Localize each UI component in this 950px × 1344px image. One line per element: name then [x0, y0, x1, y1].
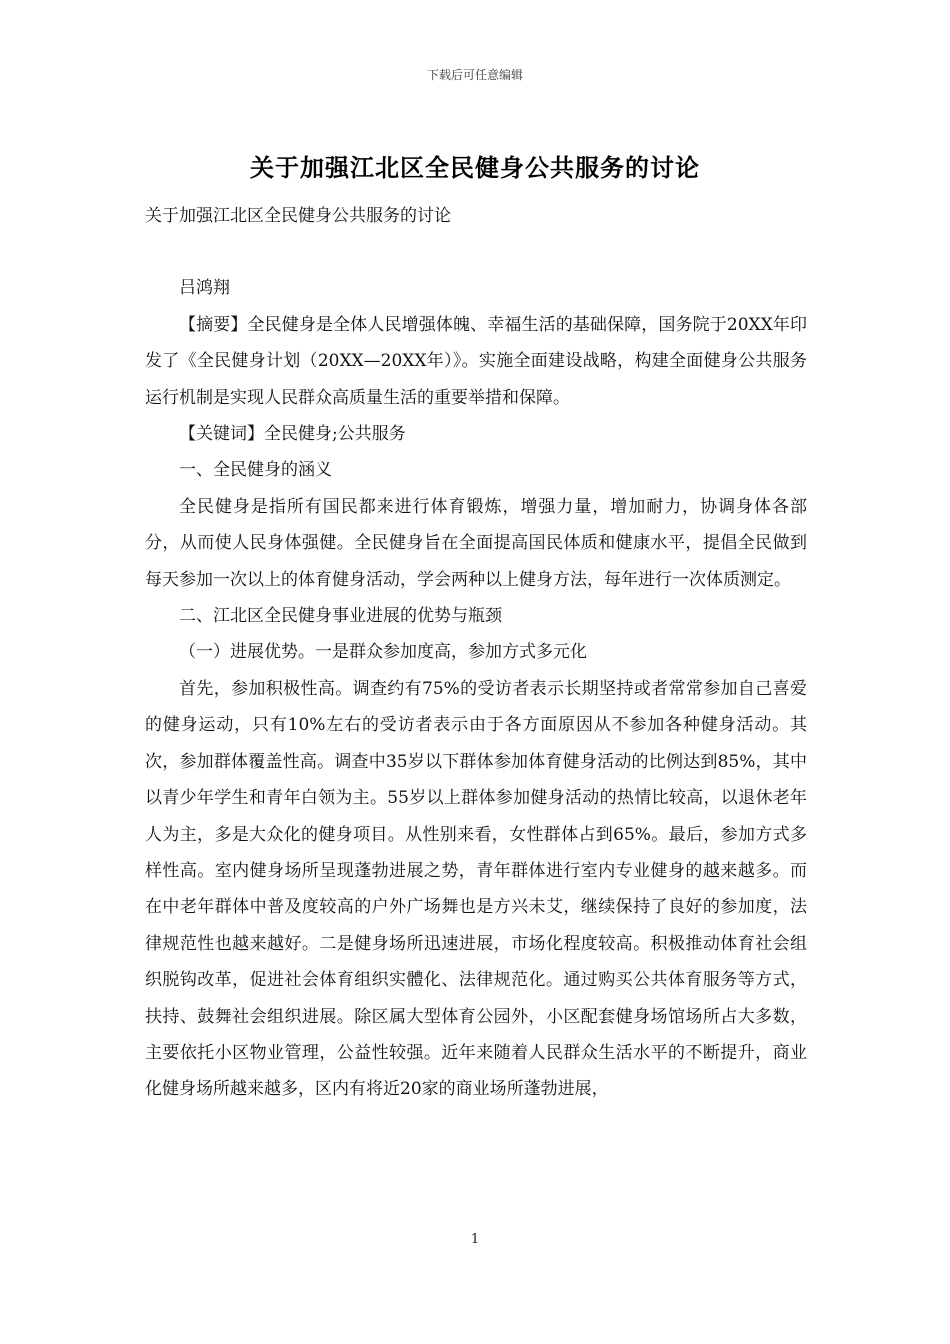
author-name: 吕鸿翔 [179, 278, 230, 299]
document-title: 关于加强江北区全民健身公共服务的讨论 [250, 153, 700, 182]
abstract-paragraph: 【摘要】全民健身是全体人民增强体魄、幸福生活的基础保障，国务院于20XX年印发了《全民健身计划（20XX—20XX年）》。实施全面建设战略，构建全面健身公共服务运行机制是实现人民群众高质量生活的重要举措和保障。 [145, 314, 807, 408]
document-subtitle: 关于加强江北区全民健身公共服务的讨论 [145, 206, 451, 226]
section-heading: 二、江北区全民健身事业进展的优势与瓶颈 [179, 606, 502, 627]
body-paragraph: 首先，参加积极性高。调查约有75%的受访者表示长期坚持或者常常参加自己喜爱的健身运动，只有10%左右的受访者表示由于各方面原因从不参加各种健身活动。其次，参加群体覆盖性高。调查中35岁以下群体参加体育健身活动的比例达到85%，其中以青少年学生和青年白领为主。55岁以上群体参加健身活动的热情比较高，以退休老年人为主，多是大众化的健身项目。从性别来看，女性群体占到65%。最后，参加方式多样性高。室内健身场所呈现蓬勃进展之势，青年群体进行室内专业健身的越来越多。而在中老年群体中普及度较高的户外广场舞也是方兴未艾，继续保持了良好的参加度，法律规范性也越来越好。二是健身场所迅速进展，市场化程度较高。积极推动体育社会组织脱钩改革，促进社会体育组织实體化、法律规范化。通过购买公共体育服务等方式，扶持、鼓舞社会组织进展。除区属大型体育公园外，小区配套健身场馆场所占大多数，主要依托小区物业管理，公益性较强。近年来随着人民群众生活水平的不断提升，商业化健身场所越来越多，区内有将近20家的商业场所蓬勃进展， [145, 678, 807, 1100]
page-number: 1 [470, 1232, 480, 1247]
document-body [145, 198, 807, 1108]
section-heading: 一、全民健身的涵义 [179, 460, 332, 481]
header-note: 下载后可任意编辑 [426, 68, 523, 82]
keywords-line: 【关键词】全民健身;公共服务 [179, 424, 406, 445]
subsection-heading: （一）进展优势。一是群众参加度高，参加方式多元化 [179, 642, 587, 663]
body-paragraph: 全民健身是指所有国民都来进行体育锻炼，增强力量，增加耐力，协调身体各部分，从而使人民身体强健。全民健身旨在全面提高国民体质和健康水平，提倡全民做到每天参加一次以上的体育健身活动，学会两种以上健身方法，每年进行一次体质测定。 [145, 496, 807, 590]
